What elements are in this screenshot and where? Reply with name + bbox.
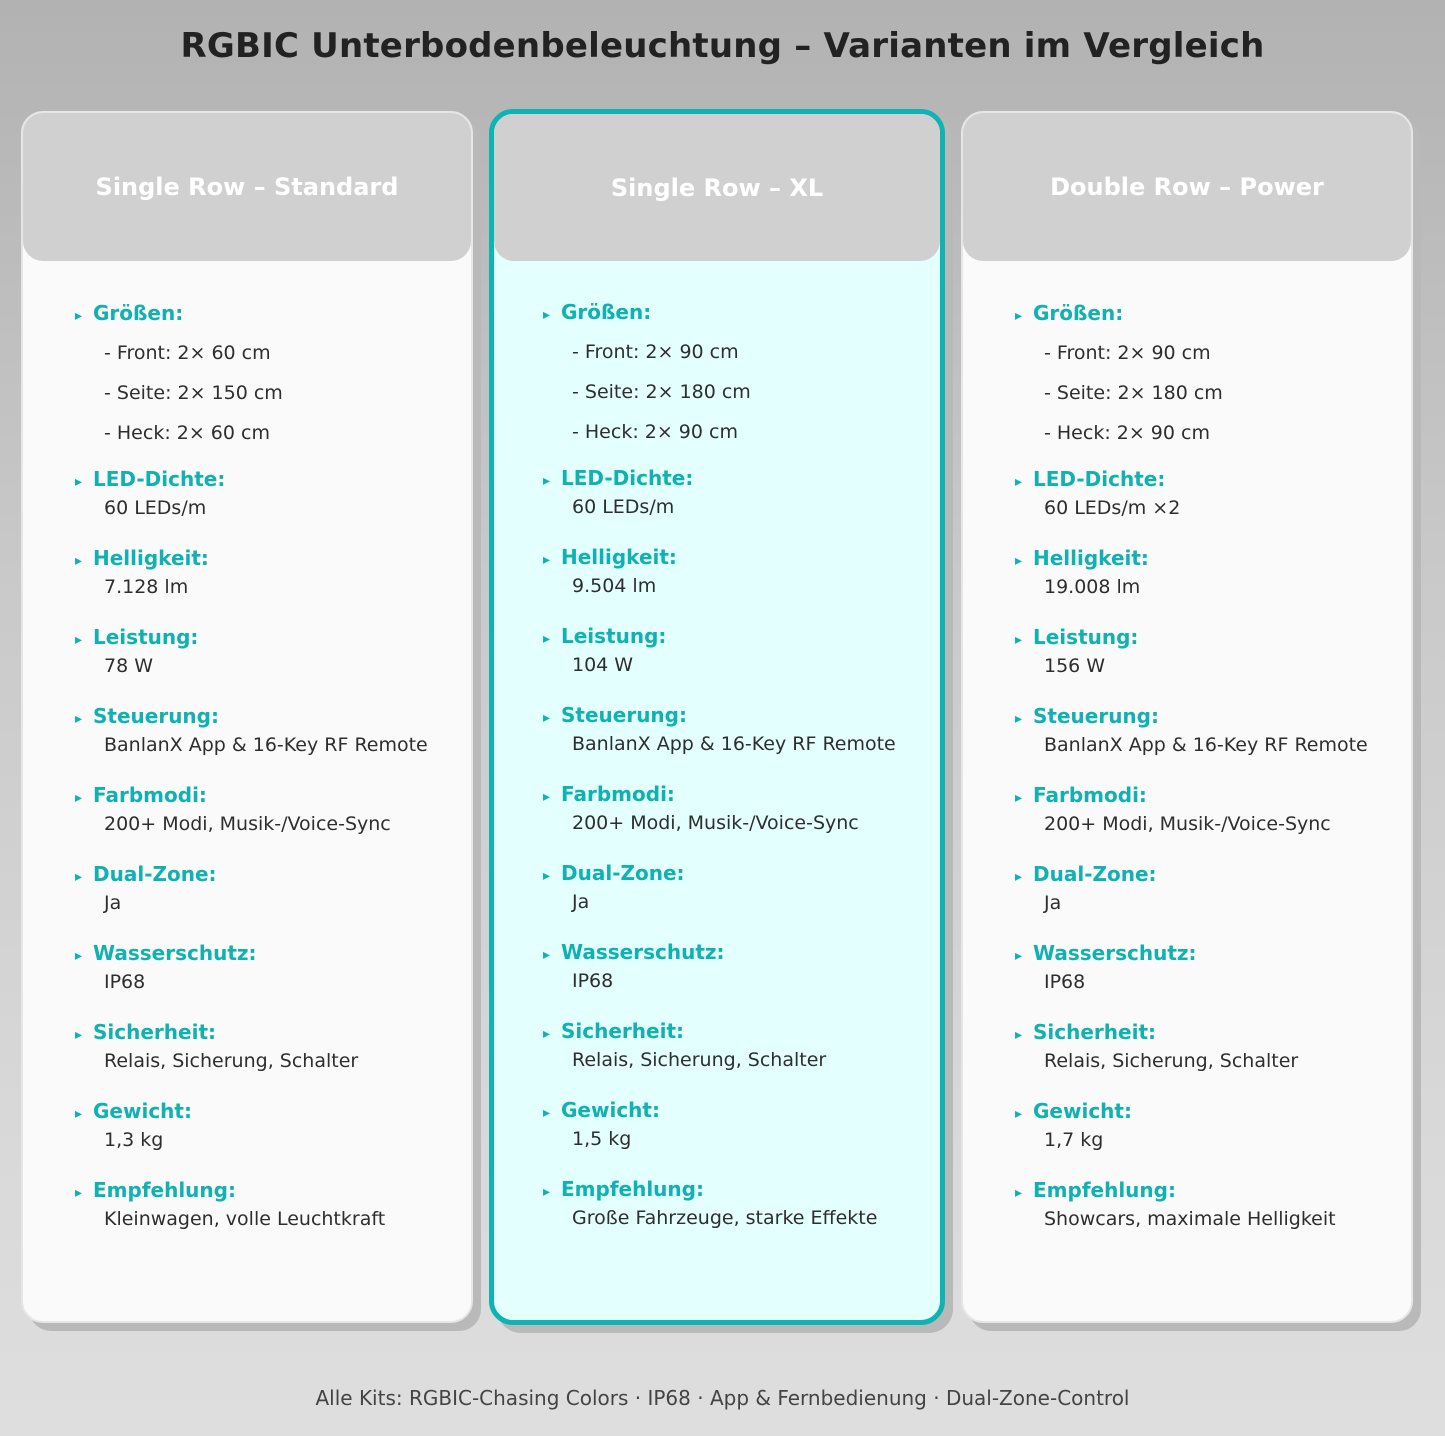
spec-value-recommendation: Große Fahrzeuge, starke Effekte <box>572 1207 878 1229</box>
spec-value-control: BanlanX App & 16-Key RF Remote <box>572 733 896 755</box>
bullet-arrow-icon: ▸ <box>75 790 83 806</box>
size-front: - Front: 2× 90 cm <box>572 341 739 363</box>
spec-label-led-density: ▸ LED-Dichte: <box>1015 465 1405 493</box>
spec-value-weight: 1,3 kg <box>104 1129 164 1151</box>
bullet-arrow-icon: ▸ <box>543 710 551 726</box>
spec-value-water: IP68 <box>104 971 146 993</box>
bullet-arrow-icon: ▸ <box>543 868 551 884</box>
spec-value-led-density: 60 LEDs/m ×2 <box>1044 497 1181 519</box>
spec-label-sizes: ▸ Größen: <box>75 299 465 327</box>
variant-card-header: Double Row – Power <box>963 113 1411 261</box>
bullet-arrow-icon: ▸ <box>1015 1106 1023 1122</box>
bullet-arrow-icon: ▸ <box>75 948 83 964</box>
bullet-arrow-icon: ▸ <box>543 631 551 647</box>
page-title: RGBIC Unterbodenbeleuchtung – Varianten im Vergleich <box>180 26 1265 66</box>
spec-label-recommendation: ▸ Empfehlung: <box>1015 1176 1405 1204</box>
spec-value-power: 78 W <box>104 655 154 677</box>
variant-card-header: Single Row – XL <box>494 114 940 261</box>
spec-value-dual-zone: Ja <box>1044 892 1062 914</box>
bullet-arrow-icon: ▸ <box>543 789 551 805</box>
variant-card-xl <box>489 109 945 1325</box>
bullet-arrow-icon: ▸ <box>75 711 83 727</box>
variant-card-standard <box>21 111 473 1323</box>
size-front: - Front: 2× 60 cm <box>104 342 271 364</box>
spec-value-recommendation: Kleinwagen, volle Leuchtkraft <box>104 1208 386 1230</box>
spec-label-control: ▸ Steuerung: <box>1015 702 1405 730</box>
spec-value-brightness: 9.504 lm <box>572 575 657 597</box>
bullet-arrow-icon: ▸ <box>543 1026 551 1042</box>
spec-value-safety: Relais, Sicherung, Schalter <box>1044 1050 1299 1072</box>
bullet-arrow-icon: ▸ <box>1015 790 1023 806</box>
spec-value-led-density: 60 LEDs/m <box>104 497 207 519</box>
spec-list <box>1015 299 1405 1255</box>
spec-value-control: BanlanX App & 16-Key RF Remote <box>104 734 428 756</box>
bullet-arrow-icon: ▸ <box>1015 553 1023 569</box>
spec-value-weight: 1,7 kg <box>1044 1129 1104 1151</box>
spec-label-water: ▸ Wasserschutz: <box>1015 939 1405 967</box>
spec-value-water: IP68 <box>572 970 614 992</box>
spec-label-safety: ▸ Sicherheit: <box>1015 1018 1405 1046</box>
spec-label-recommendation: ▸ Empfehlung: <box>75 1176 465 1204</box>
footer-note: Alle Kits: RGBIC-Chasing Colors · IP68 · App & Fernbedienung · Dual-Zone-Control <box>315 1386 1130 1410</box>
spec-value-power: 156 W <box>1044 655 1106 677</box>
bullet-arrow-icon: ▸ <box>1015 869 1023 885</box>
sizes-list <box>1015 333 1405 453</box>
bullet-arrow-icon: ▸ <box>75 1106 83 1122</box>
spec-value-weight: 1,5 kg <box>572 1128 632 1150</box>
spec-value-brightness: 7.128 lm <box>104 576 189 598</box>
spec-label-dual-zone: ▸ Dual-Zone: <box>543 859 933 887</box>
bullet-arrow-icon: ▸ <box>1015 1027 1023 1043</box>
spec-value-recommendation: Showcars, maximale Helligkeit <box>1044 1208 1336 1230</box>
spec-value-led-density: 60 LEDs/m <box>572 496 675 518</box>
bullet-arrow-icon: ▸ <box>75 869 83 885</box>
bullet-arrow-icon: ▸ <box>543 947 551 963</box>
spec-label-color-modes: ▸ Farbmodi: <box>75 781 465 809</box>
spec-label-weight: ▸ Gewicht: <box>75 1097 465 1125</box>
bullet-arrow-icon: ▸ <box>75 1027 83 1043</box>
spec-value-safety: Relais, Sicherung, Schalter <box>104 1050 359 1072</box>
size-side: - Seite: 2× 180 cm <box>1044 382 1223 404</box>
bullet-arrow-icon: ▸ <box>543 307 551 323</box>
spec-value-safety: Relais, Sicherung, Schalter <box>572 1049 827 1071</box>
spec-label-led-density: ▸ LED-Dichte: <box>75 465 465 493</box>
bullet-arrow-icon: ▸ <box>1015 308 1023 324</box>
size-rear: - Heck: 2× 60 cm <box>104 422 270 444</box>
size-side: - Seite: 2× 180 cm <box>572 381 751 403</box>
spec-label-power: ▸ Leistung: <box>1015 623 1405 651</box>
variant-card-header: Single Row – Standard <box>23 113 471 261</box>
spec-label-power: ▸ Leistung: <box>75 623 465 651</box>
bullet-arrow-icon: ▸ <box>75 474 83 490</box>
spec-value-control: BanlanX App & 16-Key RF Remote <box>1044 734 1368 756</box>
bullet-arrow-icon: ▸ <box>1015 474 1023 490</box>
spec-value-dual-zone: Ja <box>104 892 122 914</box>
spec-label-water: ▸ Wasserschutz: <box>543 938 933 966</box>
spec-value-power: 104 W <box>572 654 634 676</box>
spec-label-led-density: ▸ LED-Dichte: <box>543 464 933 492</box>
spec-value-color-modes: 200+ Modi, Musik-/Voice-Sync <box>572 812 859 834</box>
spec-label-weight: ▸ Gewicht: <box>543 1096 933 1124</box>
spec-label-dual-zone: ▸ Dual-Zone: <box>1015 860 1405 888</box>
spec-label-brightness: ▸ Helligkeit: <box>543 543 933 571</box>
sizes-list <box>543 332 933 452</box>
bullet-arrow-icon: ▸ <box>1015 948 1023 964</box>
size-rear: - Heck: 2× 90 cm <box>572 421 738 443</box>
spec-value-color-modes: 200+ Modi, Musik-/Voice-Sync <box>104 813 391 835</box>
sizes-list <box>75 333 465 453</box>
spec-value-water: IP68 <box>1044 971 1086 993</box>
bullet-arrow-icon: ▸ <box>1015 711 1023 727</box>
bullet-arrow-icon: ▸ <box>75 553 83 569</box>
spec-value-color-modes: 200+ Modi, Musik-/Voice-Sync <box>1044 813 1331 835</box>
spec-label-color-modes: ▸ Farbmodi: <box>1015 781 1405 809</box>
bullet-arrow-icon: ▸ <box>75 632 83 648</box>
spec-label-brightness: ▸ Helligkeit: <box>75 544 465 572</box>
spec-label-weight: ▸ Gewicht: <box>1015 1097 1405 1125</box>
spec-label-safety: ▸ Sicherheit: <box>543 1017 933 1045</box>
spec-label-water: ▸ Wasserschutz: <box>75 939 465 967</box>
spec-value-dual-zone: Ja <box>572 891 590 913</box>
bullet-arrow-icon: ▸ <box>543 1105 551 1121</box>
spec-label-control: ▸ Steuerung: <box>543 701 933 729</box>
spec-label-color-modes: ▸ Farbmodi: <box>543 780 933 808</box>
spec-label-recommendation: ▸ Empfehlung: <box>543 1175 933 1203</box>
bullet-arrow-icon: ▸ <box>543 1184 551 1200</box>
spec-label-brightness: ▸ Helligkeit: <box>1015 544 1405 572</box>
variant-card-power <box>961 111 1413 1323</box>
bullet-arrow-icon: ▸ <box>543 552 551 568</box>
spec-list <box>543 298 933 1254</box>
spec-label-power: ▸ Leistung: <box>543 622 933 650</box>
spec-label-dual-zone: ▸ Dual-Zone: <box>75 860 465 888</box>
bullet-arrow-icon: ▸ <box>1015 1185 1023 1201</box>
spec-label-safety: ▸ Sicherheit: <box>75 1018 465 1046</box>
spec-label-control: ▸ Steuerung: <box>75 702 465 730</box>
bullet-arrow-icon: ▸ <box>1015 632 1023 648</box>
spec-list <box>75 299 465 1255</box>
size-side: - Seite: 2× 150 cm <box>104 382 283 404</box>
spec-label-sizes: ▸ Größen: <box>1015 299 1405 327</box>
spec-label-sizes: ▸ Größen: <box>543 298 933 326</box>
spec-value-brightness: 19.008 lm <box>1044 576 1141 598</box>
bullet-arrow-icon: ▸ <box>75 308 83 324</box>
bullet-arrow-icon: ▸ <box>75 1185 83 1201</box>
size-front: - Front: 2× 90 cm <box>1044 342 1211 364</box>
size-rear: - Heck: 2× 90 cm <box>1044 422 1210 444</box>
bullet-arrow-icon: ▸ <box>543 473 551 489</box>
